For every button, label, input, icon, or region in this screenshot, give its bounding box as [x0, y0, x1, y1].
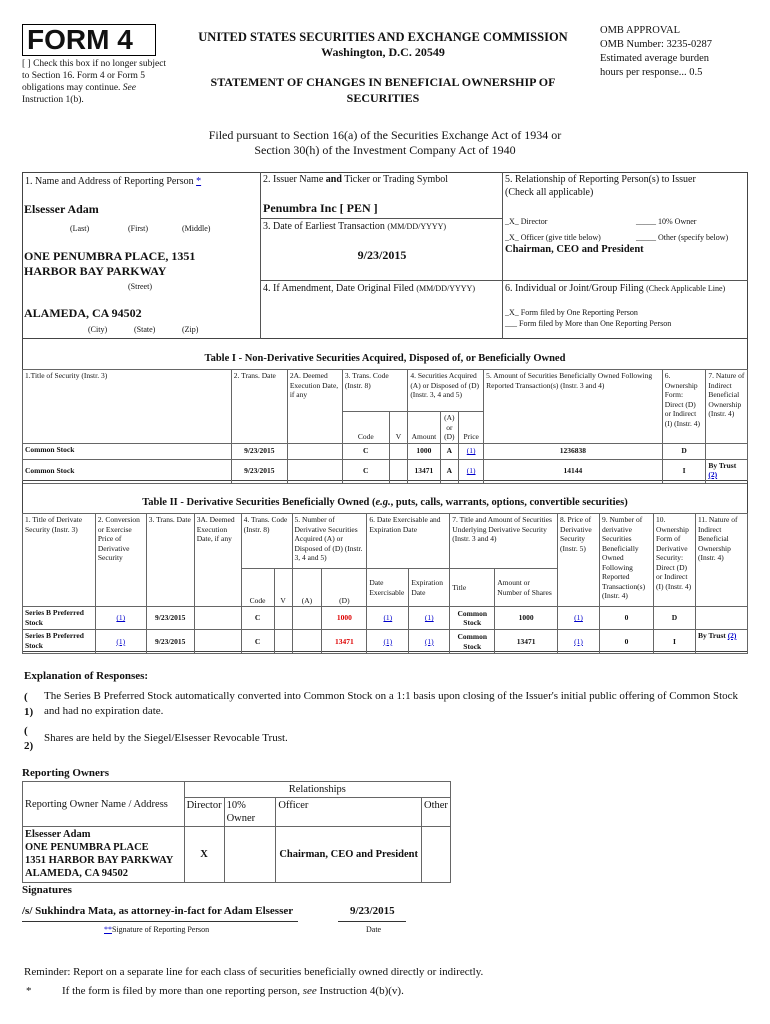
statement-title: STATEMENT OF CHANGES IN BENEFICIAL OWNERSHIP OF SECURITIES	[210, 75, 556, 105]
t2-h-utitle: Title	[450, 569, 495, 607]
t2-r1-nature-text: By Trust	[697, 631, 726, 640]
director-checkbox[interactable]: _X_ Director	[505, 217, 548, 226]
box4-label	[263, 283, 475, 294]
owner-line: ALAMEDA, CA 94502	[25, 868, 128, 879]
t2-h-price: 8. Price of Derivative Security (Instr. 5)	[558, 514, 600, 607]
filed-pursuant-line2: Section 30(h) of the Investment Company Act of 1940	[254, 143, 516, 157]
t2-r0-form: D	[653, 607, 695, 630]
signature-line	[22, 921, 298, 922]
omb-number: OMB Number: 3235-0287	[600, 39, 712, 50]
signatures-heading: Signatures	[22, 884, 72, 896]
t1-h-v: V	[389, 412, 408, 444]
footnote-1-text: The Series B Preferred Stock automatically converted into Common Stock on a 1:1 basis upon closing of the Issuer's initial public offering of Common Stock and had no expiration date.	[44, 690, 739, 717]
table2-title-a: Table II - Derivative Securities Beneficially Owned (	[142, 497, 376, 508]
t2-r1-form: I	[653, 630, 695, 654]
signature-label	[104, 925, 209, 935]
t1-h-amount-owned: 5. Amount of Securities Beneficially Owned Following Reported Transaction(s) (Instr. 3 and 4)	[484, 370, 663, 444]
t1-r0-title: Common Stock	[23, 443, 232, 459]
form-title: FORM 4	[22, 24, 156, 56]
other-mark	[421, 827, 450, 883]
footnote-2-text: Shares are held by the Siegel/Elsesser Revocable Trust.	[44, 732, 288, 744]
t1-r1-nature-text: By Trust	[708, 460, 737, 470]
table-row	[23, 630, 748, 654]
omb-approval: OMB APPROVAL	[600, 25, 681, 36]
owner-name-header: Reporting Owner Name / Address	[23, 782, 185, 827]
multiple-persons-checkbox[interactable]: ___ Form filed by More than One Reporting Person	[505, 319, 672, 328]
omb-hours: hours per response... 0.5	[600, 67, 703, 78]
t2-h-form: 10. Ownership Form of Derivative Security: Direct (D) or Indirect (I) (Instr. 4)	[653, 514, 695, 607]
checkbox-note	[22, 58, 172, 106]
t2-r0-exp-link[interactable]: (1)	[409, 607, 450, 630]
one-person-checkbox[interactable]: _X_ Form filed by One Reporting Person	[505, 308, 638, 317]
t1-r1-date: 9/23/2015	[231, 459, 287, 483]
street-address: ONE PENUMBRA PLACE, 1351 HARBOR BAY PARKWAY	[24, 249, 196, 278]
checkbox-note-text: [ ] Check this box if no longer subject to Section 16. Form 4 or Form 5 obligations may continue.	[22, 59, 167, 93]
t1-r0-deemed	[287, 443, 342, 459]
table2-title-b: , puts, calls, warrants, options, convertible securities)	[390, 497, 628, 508]
t1-h-price: Price	[459, 412, 484, 444]
footnote-1-number: ( 1)	[24, 691, 34, 718]
t1-r1-deemed	[287, 459, 342, 483]
table1	[22, 369, 748, 484]
footer-star: *	[26, 985, 32, 997]
footer-note-b: Instruction 4(b)(v).	[319, 985, 404, 997]
footer-see: see	[302, 985, 317, 997]
owner-line: Elsesser Adam	[25, 829, 91, 840]
officer-header: Officer	[276, 798, 422, 827]
t2-r0-a	[292, 607, 322, 630]
city-label: (City)	[88, 325, 108, 334]
t2-r0-date: 9/23/2015	[146, 607, 194, 630]
signature-label-text: Signature of Reporting Person	[112, 925, 210, 934]
table-row	[23, 827, 451, 883]
agency-location: Washington, D.C. 20549	[321, 45, 445, 59]
t2-r1-nature-link[interactable]: (2)	[727, 631, 737, 640]
t1-r1-price-link[interactable]: (1)	[459, 459, 484, 483]
t1-r0-v	[389, 443, 408, 459]
t2-r0-code: C	[241, 607, 274, 630]
t2-h-conversion: 2. Conversion or Exercise Price of Derivative Security	[95, 514, 146, 607]
t2-r0-dex-link[interactable]: (1)	[367, 607, 409, 630]
box2-label-and: and	[325, 174, 342, 185]
officer-title: Chairman, CEO and President	[505, 244, 644, 255]
reminder: Reminder: Report on a separate line for each class of securities beneficially owned directly or indirectly.	[24, 966, 484, 978]
officer-title-cell: Chairman, CEO and President	[276, 827, 422, 883]
t2-r0-utitle: Common Stock	[450, 607, 495, 630]
box3-format: (MM/DD/YYYY)	[387, 222, 447, 231]
t1-r0-date: 9/23/2015	[231, 443, 287, 459]
reporting-person-name: Elsesser Adam	[24, 202, 99, 216]
t2-r1-title: Series B Preferred Stock	[23, 630, 96, 654]
t2-h-date-ex: Date Exercisable	[367, 569, 409, 607]
t2-r1-v	[274, 630, 292, 654]
t2-r1-deemed	[194, 630, 241, 654]
t1-r1-nature	[706, 459, 748, 483]
t2-h-owned: 9. Number of derivative Securities Beneficially Owned Following Reported Transaction(s) (Instr. 4)	[600, 514, 654, 607]
t2-h-shares: Amount or Number of Shares	[495, 569, 558, 607]
table-row	[23, 443, 748, 459]
filed-pursuant	[60, 128, 710, 158]
box6-label-text: 6. Individual or Joint/Group Filing	[505, 283, 644, 294]
t2-h-d: (D)	[322, 569, 367, 607]
box4-label-text: 4. If Amendment, Date Original Filed	[263, 283, 414, 294]
t1-r1-aord: A	[440, 459, 459, 483]
asterisk-link[interactable]: *	[196, 176, 202, 187]
t2-r1-utitle: Common Stock	[450, 630, 495, 654]
t2-r0-nature	[695, 607, 747, 630]
table-row	[23, 607, 748, 630]
box2-label-b: Ticker or Trading Symbol	[344, 174, 449, 185]
table-row	[23, 459, 748, 483]
ten-pct-mark	[224, 827, 276, 883]
divider	[502, 172, 503, 339]
date-label: Date	[366, 925, 382, 934]
box6-sub: (Check Applicable Line)	[646, 284, 726, 293]
omb-burden: Estimated average burden	[600, 53, 710, 64]
box5-label-text: 5. Relationship of Reporting Person(s) to Issuer	[505, 174, 696, 185]
t2-r0-v	[274, 607, 292, 630]
t1-r1-code: C	[342, 459, 389, 483]
t2-r1-price-link[interactable]: (1)	[558, 630, 600, 654]
date-line	[338, 921, 406, 922]
t2-r0-conv-link[interactable]: (1)	[95, 607, 146, 630]
t1-h-date: 2. Trans. Date	[231, 370, 287, 444]
t1-r0-form: D	[662, 443, 706, 459]
t2-h-nature: 11. Nature of Indirect Beneficial Ownership (Instr. 4)	[695, 514, 747, 607]
earliest-transaction-date: 9/23/2015	[357, 248, 407, 262]
t1-h-code: 3. Trans. Code (Instr. 8)	[342, 370, 407, 412]
t2-h-exp: Expiration Date	[409, 569, 450, 607]
t2-r1-owned: 0	[600, 630, 654, 654]
first-label: (First)	[128, 224, 148, 233]
t2-r1-nature	[695, 630, 747, 654]
t1-h-amount: Amount	[408, 412, 440, 444]
t2-r0-shares: 1000	[495, 607, 558, 630]
t1-h-nature: 7. Nature of Indirect Beneficial Ownership (Instr. 4)	[706, 370, 748, 444]
t2-r1-conv-link[interactable]: (1)	[95, 630, 146, 654]
t1-h-ownership-form: 6. Ownership Form: Direct (D) or Indirect (I) (Instr. 4)	[662, 370, 706, 444]
t1-r0-aord: A	[440, 443, 459, 459]
box3-label	[263, 221, 446, 232]
middle-label: (Middle)	[182, 224, 211, 233]
divider	[260, 172, 261, 339]
t2-h-code: 4. Trans. Code (Instr. 8)	[241, 514, 292, 569]
owner-line: 1351 HARBOR BAY PARKWAY	[25, 855, 174, 866]
filed-pursuant-line1: Filed pursuant to Section 16(a) of the Securities Exchange Act of 1934 or	[208, 128, 562, 142]
t2-h-code-sub: Code	[241, 569, 274, 607]
t2-r1-exp-link[interactable]: (1)	[409, 630, 450, 654]
t2-r0-deemed	[194, 607, 241, 630]
t1-r1-form: I	[662, 459, 706, 483]
box3-label-text: 3. Date of Earliest Transaction	[263, 221, 385, 232]
see-text: See	[122, 83, 136, 93]
t1-r0-owned: 1236838	[484, 443, 663, 459]
t2-h-exercisable: 6. Date Exercisable and Expiration Date	[367, 514, 450, 569]
state-label: (State)	[134, 325, 156, 334]
table2-title-eg: e.g.	[375, 497, 391, 508]
box4-format: (MM/DD/YYYY)	[416, 284, 475, 293]
table2	[22, 513, 748, 654]
issuer-name: Penumbra Inc [ PEN ]	[263, 201, 378, 215]
t1-r0-price-link[interactable]: (1)	[459, 443, 484, 459]
signature-date: 9/23/2015	[350, 905, 395, 917]
omb-box	[600, 24, 760, 80]
t1-h-deemed: 2A. Deemed Execution Date, if any	[287, 370, 342, 444]
box5-label	[505, 173, 745, 199]
ten-pct-owner-checkbox[interactable]: _____ 10% Owner	[636, 217, 697, 226]
explanation-heading: Explanation of Responses:	[24, 670, 149, 682]
t1-r0-code: C	[342, 443, 389, 459]
box1-label-text: 1. Name and Address of Reporting Person	[25, 176, 194, 187]
t2-h-deemed: 3A. Deemed Execution Date, if any	[194, 514, 241, 607]
footer-note	[62, 985, 404, 997]
footnote-2-number: ( 2)	[24, 725, 34, 752]
ten-pct-header: 10% Owner	[224, 798, 276, 827]
t2-r1-a	[292, 630, 322, 654]
t2-h-underlying: 7. Title and Amount of Securities Underlying Derivative Security (Instr. 3 and 4)	[450, 514, 558, 569]
city-state-zip: ALAMEDA, CA 94502	[24, 306, 142, 320]
t2-r1-code: C	[241, 630, 274, 654]
t1-r1-owned: 14144	[484, 459, 663, 483]
instruction-ref: Instruction 1(b).	[22, 95, 84, 105]
box2-label	[263, 174, 448, 185]
box1-label	[25, 176, 201, 187]
table1-title: Table I - Non-Derivative Securities Acquired, Disposed of, or Beneficially Owned	[204, 353, 566, 364]
zip-label: (Zip)	[182, 325, 199, 334]
divider	[260, 280, 748, 281]
other-header: Other	[421, 798, 450, 827]
t1-h-acquired: 4. Securities Acquired (A) or Disposed of (D) (Instr. 3, 4 and 5)	[408, 370, 484, 412]
double-asterisk-link[interactable]: **	[104, 925, 112, 934]
table2-title	[22, 497, 748, 508]
t1-r1-title: Common Stock	[23, 459, 232, 483]
t1-r1-amount: 13471	[408, 459, 440, 483]
street-label: (Street)	[128, 282, 152, 291]
t1-h-aord: (A) or (D)	[440, 412, 459, 444]
director-header: Director	[184, 798, 224, 827]
divider	[260, 218, 502, 219]
box2-label-a: 2. Issuer Name	[263, 174, 324, 185]
t2-r0-title: Series B Preferred Stock	[23, 607, 96, 630]
director-mark: X	[184, 827, 224, 883]
t1-r0-nature	[706, 443, 748, 459]
t2-r0-price-link[interactable]: (1)	[558, 607, 600, 630]
t2-r0-d: 1000	[322, 607, 367, 630]
other-checkbox[interactable]: _____ Other (specify below)	[636, 233, 729, 242]
agency-name: UNITED STATES SECURITIES AND EXCHANGE COMMISSION	[198, 30, 568, 44]
t2-h-date: 3. Trans. Date	[146, 514, 194, 607]
reporting-owners-heading: Reporting Owners	[22, 767, 110, 779]
t2-h-a: (A)	[292, 569, 322, 607]
last-label: (Last)	[70, 224, 90, 233]
t1-r1-nature-link[interactable]: (2)	[708, 470, 718, 479]
box5-sub: (Check all applicable)	[505, 187, 594, 198]
officer-checkbox[interactable]: _X_ Officer (give title below)	[505, 233, 601, 242]
t1-r0-amount: 1000	[408, 443, 440, 459]
owner-address	[23, 827, 185, 883]
relationships-header: Relationships	[184, 782, 450, 798]
box6-label	[505, 283, 725, 294]
t2-r1-shares: 13471	[495, 630, 558, 654]
t1-h-title: 1.Title of Security (Instr. 3)	[23, 370, 232, 444]
t2-h-v: V	[274, 569, 292, 607]
t1-r1-v	[389, 459, 408, 483]
t2-r1-d: 13471	[322, 630, 367, 654]
t2-r0-owned: 0	[600, 607, 654, 630]
t2-h-number: 5. Number of Derivative Securities Acquired (A) or Disposed of (D) (Instr. 3, 4 and 5)	[292, 514, 367, 569]
t2-h-title: 1. Title of Derivate Security (Instr. 3)	[23, 514, 96, 607]
owner-line: ONE PENUMBRA PLACE	[25, 842, 149, 853]
t2-r1-dex-link[interactable]: (1)	[367, 630, 409, 654]
t1-h-code-sub: Code	[342, 412, 389, 444]
reporting-owners-table	[22, 781, 451, 883]
t2-r1-date: 9/23/2015	[146, 630, 194, 654]
footer-note-a: If the form is filed by more than one reporting person,	[62, 985, 300, 997]
signer-text: /s/ Sukhindra Mata, as attorney-in-fact for Adam Elsesser	[22, 905, 294, 917]
